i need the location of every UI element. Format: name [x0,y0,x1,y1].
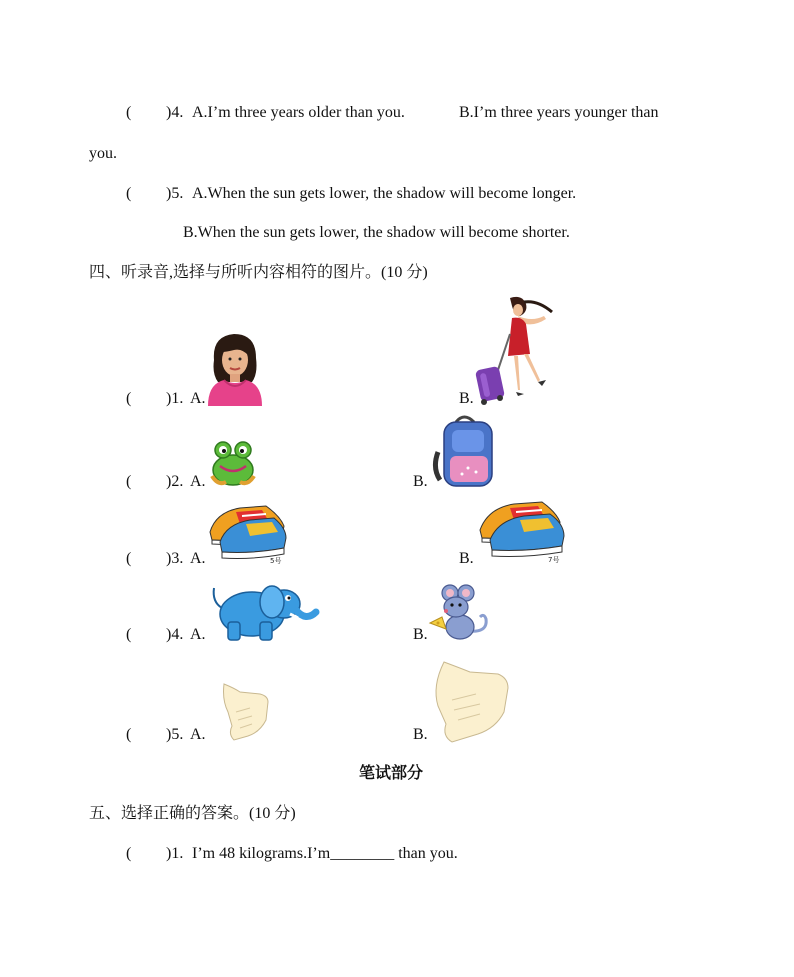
small-hand-icon [220,682,270,742]
question-number: )4. [166,104,184,121]
paren-open: ( [126,473,132,490]
sneakers-size5-icon [206,502,288,564]
big-hand-icon [430,660,510,744]
option-b: B.When the sun gets lower, the shadow will become shorter. [183,224,570,241]
blue-backpack-icon [430,412,498,488]
option-b-label: B. [413,626,428,643]
paren-open: ( [126,390,132,407]
option-a-label: A. [190,473,206,490]
question-number: )5. [166,185,184,202]
frog-backpack-icon [208,438,258,488]
option-b-label: B. [413,473,428,490]
option-a-label: A. [190,550,206,567]
woman-with-suitcase-icon [474,294,556,406]
elephant-icon [208,578,320,642]
paren-open: ( [126,845,132,862]
paren-open: ( [126,185,132,202]
option-a-label: A. [190,626,206,643]
size-tag: 7号 [548,556,560,564]
question-number: )4. [166,626,184,643]
question-number: )3. [166,550,184,567]
paren-open: ( [126,104,132,121]
question-number: )2. [166,473,184,490]
option-b-continued: you. [89,145,117,162]
option-b-label: B. [413,726,428,743]
question-tail: than you. [394,845,458,862]
size-tag: 5号 [270,557,282,564]
question-number: )5. [166,726,184,743]
sneakers-size7-icon [478,498,568,564]
option-a-label: A. [190,390,206,407]
option-b: B.I’m three years younger than [459,104,659,121]
section-heading: 五、选择正确的答案。(10 分) [89,805,296,822]
section-heading: 四、听录音,选择与所听内容相符的图片。(10 分) [89,264,428,281]
option-b-label: B. [459,550,474,567]
answer-blank: ________ [330,845,395,862]
paren-open: ( [126,626,132,643]
paren-open: ( [126,726,132,743]
paren-open: ( [126,550,132,567]
question-stem: I’m 48 kilograms.I’m [192,845,331,862]
option-a-label: A. [190,726,206,743]
mouse-icon [428,583,492,643]
question-number: )1. [166,390,184,407]
option-a: A.I’m three years older than you. [192,104,405,121]
option-a: A.When the sun gets lower, the shadow will become longer. [192,185,577,202]
option-b-label: B. [459,390,474,407]
written-part-title: 笔试部分 [359,765,424,782]
question-text [192,844,458,864]
woman-portrait-icon [206,330,264,406]
question-number: )1. [166,845,184,862]
